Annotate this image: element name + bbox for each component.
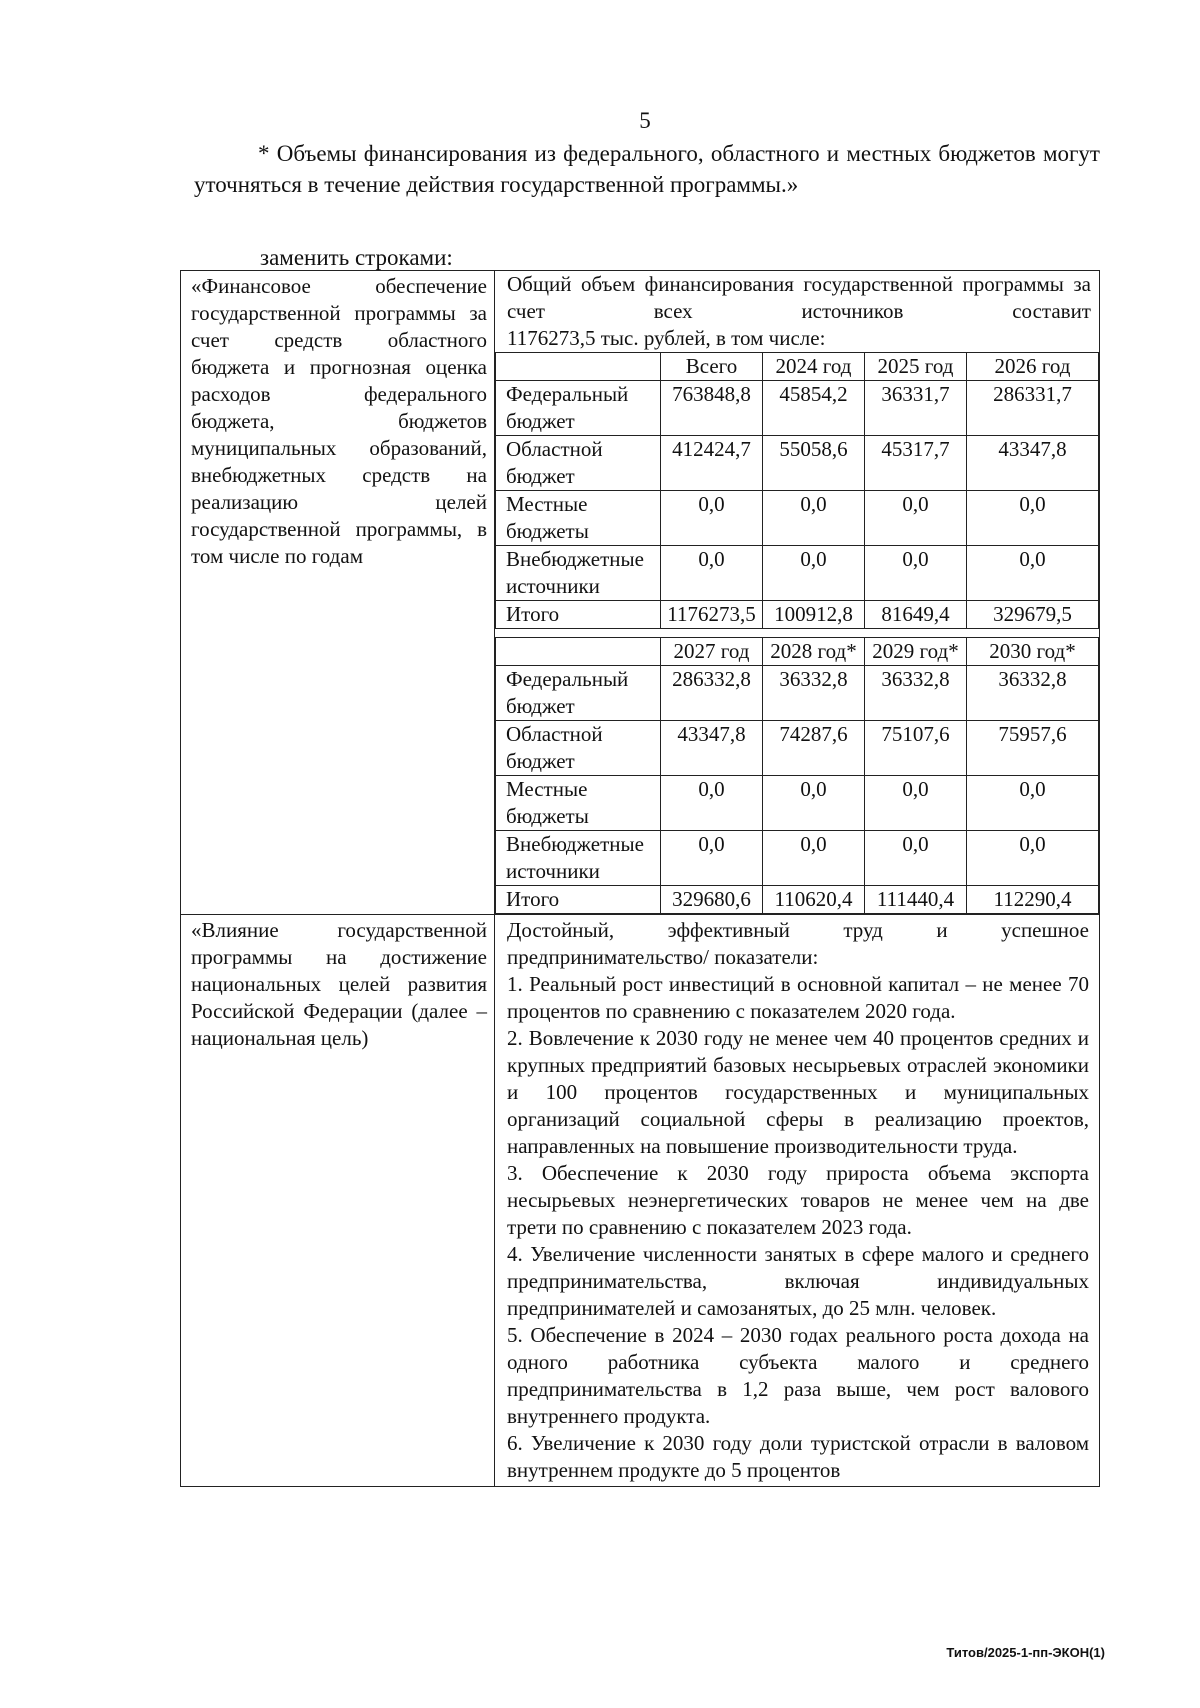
amount-cell: 0,0 <box>661 491 763 546</box>
amount-cell: 45317,7 <box>865 436 967 491</box>
header-year-cell: 2024 год <box>763 353 865 381</box>
amount-cell: 36332,8 <box>763 666 865 721</box>
financing-data-row <box>496 666 1099 721</box>
amount-cell: 81649,4 <box>865 601 967 629</box>
financing-table-2027-2030 <box>495 637 1099 914</box>
impact-indicator: 5. Обеспечение в 2024 – 2030 годах реального роста дохода на одного работника субъекта малого и среднего предпринимательства в 1,2 раза выше, чем рост валового внутреннего продукта. <box>507 1323 1089 1428</box>
amount-cell: 45854,2 <box>763 381 865 436</box>
footnote-text: * Объемы финансирования из федерального, областного и местных бюджетов могут уточняться в течение действия государственной программы.» <box>194 141 1100 197</box>
amount-cell: 0,0 <box>967 491 1099 546</box>
financing-intro <box>495 271 1099 352</box>
amount-cell: 0,0 <box>763 831 865 886</box>
impact-indicators <box>495 915 1099 1486</box>
impact-indicator: 2. Вовлечение к 2030 году не менее чем 40 процентов средних и крупных предприятий базовых несырьевых отраслей экономики и 100 процентов государственных и муниципальных организаций социальной сферы в реализацию проектов, направленных на повышение производительности труда. <box>507 1026 1089 1158</box>
impact-indicator: 6. Увеличение к 2030 году доли туристской отрасли в валовом внутреннем продукте до 5 процентов <box>507 1431 1089 1482</box>
financing-label-cell <box>181 271 495 915</box>
amount-cell: 0,0 <box>865 491 967 546</box>
amount-cell: 74287,6 <box>763 721 865 776</box>
amount-cell: 286331,7 <box>967 381 1099 436</box>
amount-cell: 75957,6 <box>967 721 1099 776</box>
impact-indicator: 3. Обеспечение к 2030 году прироста объема экспорта несырьевых неэнергетических товаров не менее чем на две трети по сравнению с показателем 2023 года. <box>507 1161 1089 1239</box>
amount-cell: 1176273,5 <box>661 601 763 629</box>
financing-data-row <box>496 381 1099 436</box>
financing-data-row <box>496 601 1099 629</box>
funding-source-cell: Местные бюджеты <box>496 491 661 546</box>
financing-content-cell <box>495 271 1100 915</box>
amount-cell: 55058,6 <box>763 436 865 491</box>
passport-table <box>180 270 1100 1487</box>
funding-source-cell: Итого <box>496 886 661 914</box>
header-source-cell <box>496 353 661 381</box>
header-year-cell: 2027 год <box>661 638 763 666</box>
amount-cell: 36331,7 <box>865 381 967 436</box>
financing-data-row <box>496 721 1099 776</box>
document-code: Титов/2025-1-пп-ЭКОН(1) <box>946 1645 1105 1660</box>
page-number: 5 <box>639 108 651 133</box>
amount-cell: 329680,6 <box>661 886 763 914</box>
financing-header-row <box>496 638 1099 666</box>
amount-cell: 0,0 <box>763 776 865 831</box>
amount-cell: 110620,4 <box>763 886 865 914</box>
header-year-cell: 2028 год* <box>763 638 865 666</box>
funding-source-cell: Итого <box>496 601 661 629</box>
header-source-cell <box>496 638 661 666</box>
impact-content-cell <box>495 915 1100 1487</box>
financing-data-row <box>496 546 1099 601</box>
financing-intro-line1: Общий объем финансирования государственной программы за счет всех источников составит <box>507 272 1091 323</box>
impact-heading: Достойный, эффективный труд и успешное предпринимательство/ показатели: <box>507 918 1089 969</box>
amount-cell: 0,0 <box>661 831 763 886</box>
financing-intro-line2: 1176273,5 тыс. рублей, в том числе: <box>507 326 826 350</box>
amount-cell: 412424,7 <box>661 436 763 491</box>
impact-indicator: 4. Увеличение численности занятых в сфере малого и среднего предпринимательства, включая индивидуальных предпринимателей и самозанятых, до 25 млн. человек. <box>507 1242 1089 1320</box>
financing-data-row <box>496 491 1099 546</box>
financing-label: «Финансовое обеспечение государственной программы за счет средств областного бюджета и прогнозная оценка расходов федерального бюджета, бюджетов муниципальных образований, внебюджетных средств на реализацию целей государственной программы, в том числе по годам <box>191 274 487 568</box>
footnote-paragraph <box>194 138 1100 200</box>
impact-indicator: 1. Реальный рост инвестиций в основной капитал – не менее 70 процентов по сравнению с показателем 2020 года. <box>507 972 1089 1023</box>
funding-source-cell: Внебюджетные источники <box>496 546 661 601</box>
financing-data-row <box>496 886 1099 914</box>
funding-source-cell: Местные бюджеты <box>496 776 661 831</box>
header-year-cell: 2030 год* <box>967 638 1099 666</box>
impact-label-cell <box>181 915 495 1487</box>
amount-cell: 0,0 <box>865 546 967 601</box>
header-year-cell: Всего <box>661 353 763 381</box>
amount-cell: 100912,8 <box>763 601 865 629</box>
amount-cell: 43347,8 <box>967 436 1099 491</box>
funding-source-cell: Областной бюджет <box>496 721 661 776</box>
amount-cell: 0,0 <box>967 776 1099 831</box>
financing-row <box>181 271 1100 915</box>
amount-cell: 43347,8 <box>661 721 763 776</box>
amount-cell: 36332,8 <box>865 666 967 721</box>
amount-cell: 0,0 <box>967 546 1099 601</box>
amount-cell: 0,0 <box>865 776 967 831</box>
amount-cell: 0,0 <box>865 831 967 886</box>
replace-instruction: заменить строками: <box>260 245 453 270</box>
funding-source-cell: Федеральный бюджет <box>496 666 661 721</box>
header-year-cell: 2026 год <box>967 353 1099 381</box>
amount-cell: 111440,4 <box>865 886 967 914</box>
amount-cell: 286332,8 <box>661 666 763 721</box>
financing-header-row <box>496 353 1099 381</box>
amount-cell: 0,0 <box>661 546 763 601</box>
header-year-cell: 2025 год <box>865 353 967 381</box>
amount-cell: 0,0 <box>763 546 865 601</box>
amount-cell: 0,0 <box>661 776 763 831</box>
header-year-cell: 2029 год* <box>865 638 967 666</box>
amount-cell: 763848,8 <box>661 381 763 436</box>
funding-source-cell: Внебюджетные источники <box>496 831 661 886</box>
funding-source-cell: Федеральный бюджет <box>496 381 661 436</box>
amount-cell: 112290,4 <box>967 886 1099 914</box>
amount-cell: 0,0 <box>967 831 1099 886</box>
funding-source-cell: Областной бюджет <box>496 436 661 491</box>
financing-table-2024-2026 <box>495 352 1099 629</box>
financing-data-row <box>496 776 1099 831</box>
amount-cell: 0,0 <box>763 491 865 546</box>
amount-cell: 329679,5 <box>967 601 1099 629</box>
amount-cell: 75107,6 <box>865 721 967 776</box>
amount-cell: 36332,8 <box>967 666 1099 721</box>
impact-row <box>181 915 1100 1487</box>
financing-data-row <box>496 831 1099 886</box>
impact-label: «Влияние государственной программы на достижение национальных целей развития Российской Федерации (далее – национальная цель) <box>191 918 487 1050</box>
financing-data-row <box>496 436 1099 491</box>
